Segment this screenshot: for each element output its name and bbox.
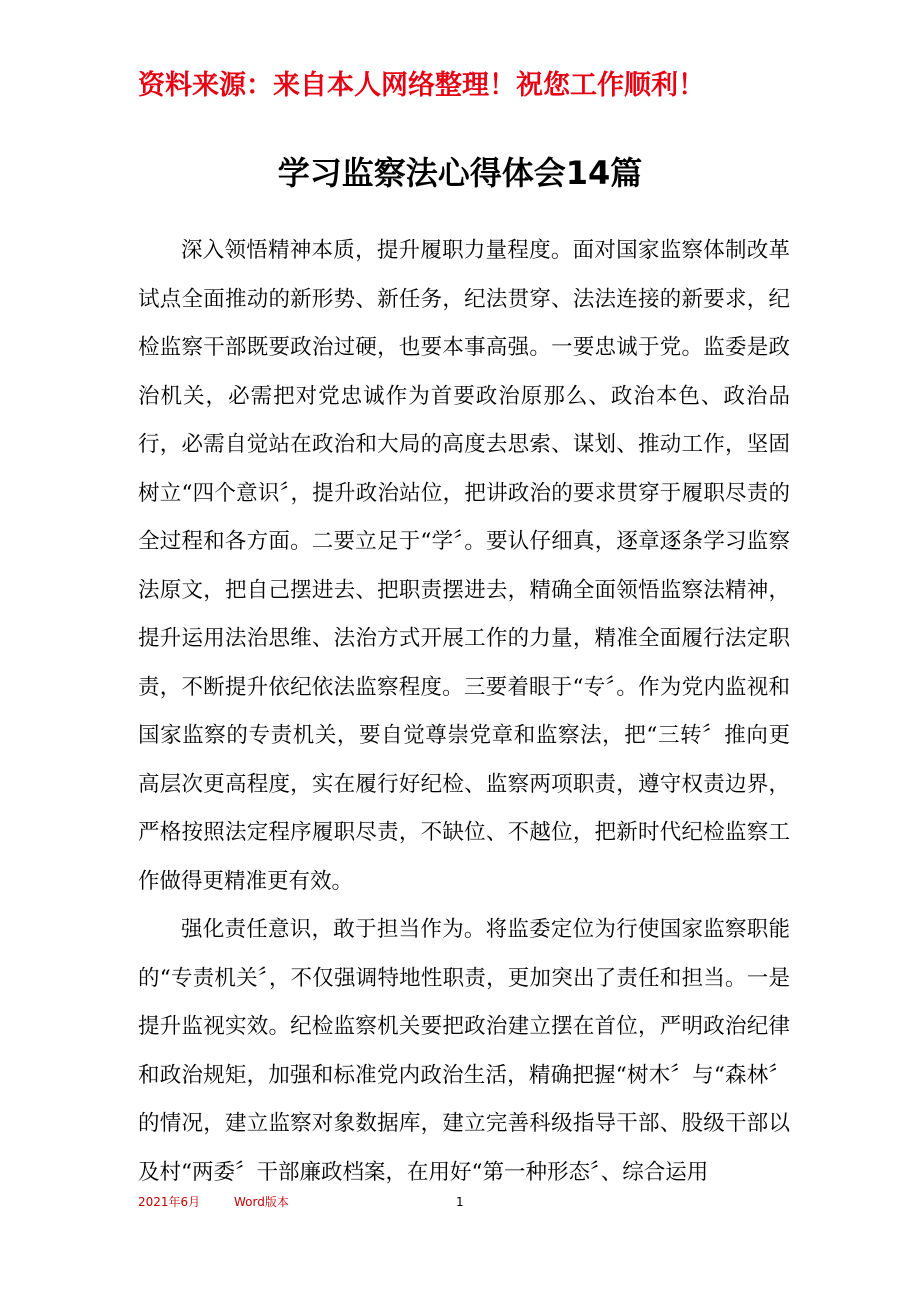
page-footer: [138, 1191, 790, 1215]
paragraph-2: 强化责任意识，敢于担当作为。将监委定位为行使国家监察职能的“专责机关〞，不仅强调特地性职责，更加突出了责任和担当。一是提升监视实效。纪检监察机关要把政治建立摆在首位，严明政治纪律和政治规矩，加强和标准党内政治生活，精确把握“树木〞与“森林〞的情况，建立监察对象数据库，建立完善科级指导干部、股级干部以及村“两委〞干部廉政档案，在用好“第一种形态〞、综合运用: [138, 917, 790, 1185]
document-title: 学习监察法心得体会14篇: [277, 154, 643, 192]
paragraph-1: 深入领悟精神本质，提升履职力量程度。面对国家监察体制改革试点全面推动的新形势、新任务，纪法贯穿、法法连接的新要求，纪检监察干部既要政治过硬，也要本事高强。一要忠诚于党。监委是政治机关，必需把对党忠诚作为首要政治原那么、政治本色、政治品行，必需自觉站在政治和大局的高度去思索、谋划、推动工作，坚固树立“四个意识〞，提升政治站位，把讲政治的要求贯穿于履职尽责的全过程和各方面。二要立足于“学〞。要认仔细真，逐章逐条学习监察法原文，把自己摆进去、把职责摆进去，精确全面领悟监察法精神，提升运用法治思维、法治方式开展工作的力量，精准全面履行法定职责，不断提升依纪依法监察程度。三要着眼于“专〞。作为党内监视和国家监察的专责机关，要自觉尊崇党章和监察法，把“三转〞推向更高层次更高程度，实在履行好纪检、监察两项职责，遵守权责边界，严格按照法定程序履职尽责，不缺位、不越位，把新时代纪检监察工作做得更精准更有效。: [138, 238, 790, 894]
document-body: [138, 227, 790, 1197]
footer-date: 2021年6月: [138, 1195, 201, 1209]
footer-version: Word版本: [234, 1195, 289, 1209]
page-number: 1: [456, 1195, 464, 1209]
source-banner: 资料来源：来自本人网络整理！祝您工作顺利！: [138, 70, 705, 101]
